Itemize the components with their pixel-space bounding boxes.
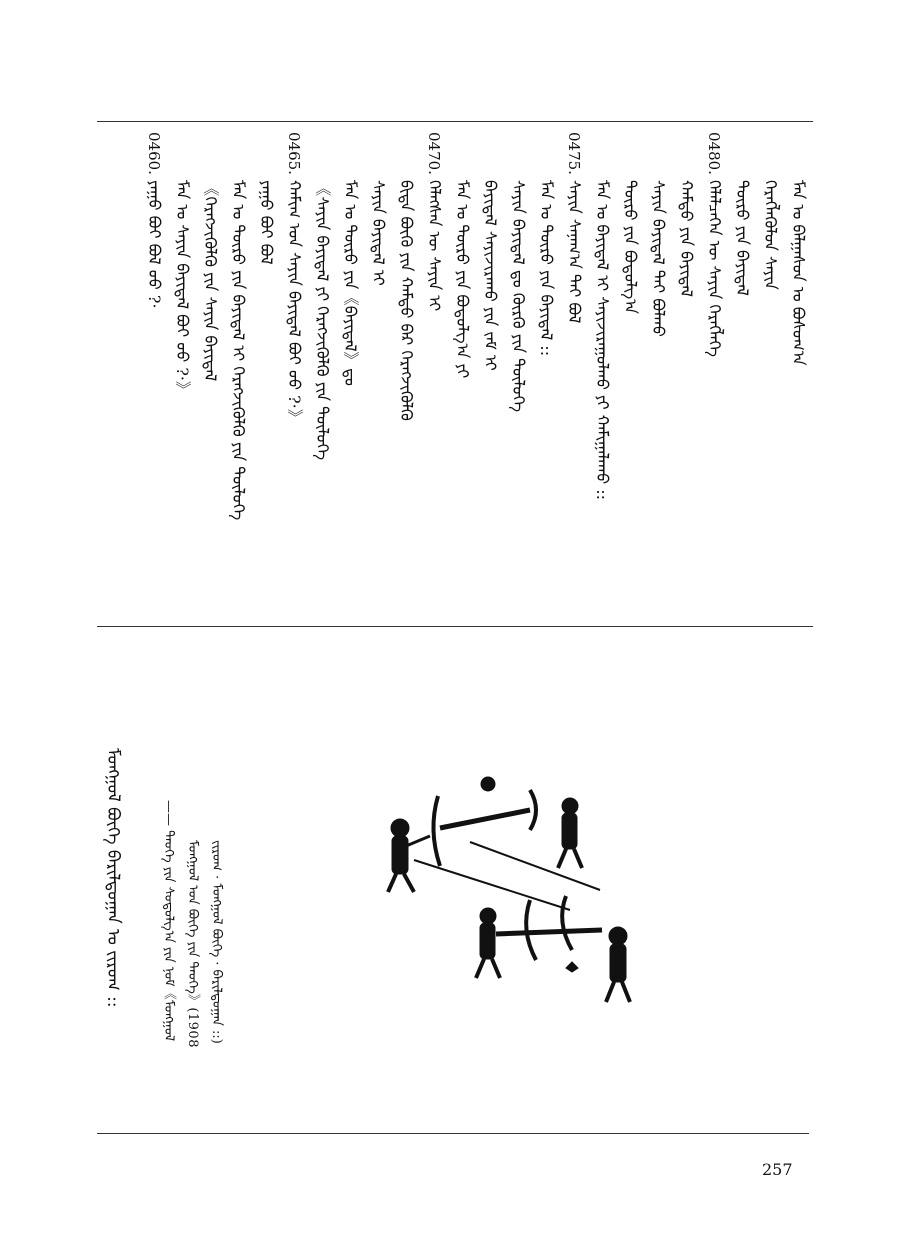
line-number: 0480. — [705, 132, 723, 175]
poem-line: ᠪᠢᠳᠡ ᠪᠦᠬᠦ ᠶᠢᠨ ᠬᠠᠮᠲᠤ ᠪᠠᠷ ᠬᠡᠷᠡᠭᠵᠢᠭᠦᠯᠬᠦ — [397, 180, 416, 421]
line-number: 0470. — [425, 132, 443, 175]
poem-line: ᠮᠠᠨ ᠤ ᠲᠥᠷᠥ ᠶᠢᠨ ᠪᠠᠶᠢᠳᠠᠯ :: — [537, 180, 556, 357]
poem-line: ᠬᠡᠯᠡᠭᠰᠡᠨ ᠦ ᠰᠠᠶᠢᠨ ᠢ — [425, 180, 444, 312]
poem-line: ᠬᠠᠮᠲᠤ ᠶᠢᠨ ᠪᠠᠶᠢᠳᠠᠯ — [677, 180, 696, 298]
line-number: 0465. — [285, 132, 303, 175]
side-title: ᠮᠣᠩᠭᠣᠯ ᠪᠥᠬᠡ ᠪᠠᠷᠢᠯᠳᠤᠭᠠᠨ ᠤ ᠵᠢᠷᠤᠭ :: — [103, 748, 123, 1008]
poem-line: ᠮᠠᠨ ᠤ ᠪᠠᠶᠢᠳᠠᠯ ᠢ ᠰᠠᠶᠢᠵᠢᠷᠠᠭᠤᠯᠬᠤ ᠶᠢ ᠬᠠᠮᠢᠭᠠᠯᠠᠬᠤ :: — [593, 180, 612, 501]
poem-line: ᠮᠠᠨ ᠤ ᠲᠥᠷᠥ ᠶᠢᠨ《ᠪᠠᠶᠢᠳᠠᠯ》ᠳᠤ — [341, 180, 360, 386]
top-rule — [97, 121, 813, 122]
poem-line: ᠬᠡᠯᠡᠯᠴᠡᠭᠡᠨ ᠦ ᠰᠠᠶᠢᠨ ᠬᠡᠷᠡᠭᠯᠡᠭᠡ — [705, 180, 724, 357]
poem-line: ᠶᠠᠭᠤ ᠪᠣᠢ ᠪᠣᠯ — [257, 180, 276, 265]
poem-line: ᠰᠠᠶᠢᠨ ᠪᠠᠶᠢᠳᠠᠯ ᠢ — [369, 180, 388, 286]
middle-rule — [97, 626, 813, 627]
poem-line: ᠮᠠᠨ ᠤ ᠪᠠᠯᠭᠠᠰᠤᠨ ᠤ ᠪᠣᠰᠤᠭ᠎ᠠ — [789, 180, 808, 366]
poem-line: 《ᠰᠠᠶᠢᠨ ᠪᠠᠶᠢᠳᠠᠯ ᠶᠢ ᠬᠡᠷᠡᠭᠵᠢᠭᠦᠯᠬᠦ ᠶᠢᠨ ᠲᠥᠯᠥᠭᠡ — [313, 180, 332, 461]
poem-line: ᠰᠠᠶᠢᠨ ᠰᠠᠨᠠᠭ᠎ᠠ ᠲᠠᠢ ᠪᠣᠯ — [565, 180, 584, 324]
illustration-figures-archery — [370, 770, 660, 1010]
poem-line: ᠲᠥᠷᠥ ᠶᠢᠨ ᠪᠣᠳᠣᠯᠭ᠎ᠠ — [621, 180, 640, 315]
poem-line: ᠮᠠᠨ ᠤ ᠲᠥᠷᠥ ᠶᠢᠨ ᠪᠣᠳᠣᠯᠭ᠎ᠠ ᠶᠢ — [453, 180, 472, 379]
caption-line-2: ᠮᠣᠩᠭᠣᠯ ᠤᠨ ᠪᠥᠬᠡ ᠶᠢᠨ ᠲᠡᠦᠬᠡ》(1908 — [185, 840, 200, 1048]
line-number: 0460. — [145, 132, 163, 175]
poem-line: ᠪᠠᠶᠢᠳᠠᠯ ᠰᠠᠶᠢᠵᠢᠷᠠᠬᠤ ᠶᠢᠨ ᠵᠠᠮ ᠢ — [481, 180, 500, 371]
poem-line: ᠮᠠᠨ ᠤ ᠲᠥᠷᠥ ᠶᠢᠨ ᠪᠠᠶᠢᠳᠠᠯ ᠢ ᠬᠡᠷᠡᠭᠵᠢᠭᠦᠯᠬᠦ ᠶᠢᠨ ᠲᠥᠯᠥᠭᠡ — [229, 180, 248, 521]
caption-line-1: ᠵᠢᠷᠤᠭ · ᠮᠣᠩᠭᠣᠯ ᠪᠥᠬᠡ · ᠪᠠᠷᠢᠯᠳᠤᠭᠠᠨ ::) — [209, 840, 224, 1044]
poem-line: ᠬᠡᠷᠡᠭᠯᠡᠭᠦᠯᠦᠨ ᠰᠠᠶᠢᠨ — [761, 180, 780, 290]
caption-line-3: —— ᠲᠡᠦᠬᠡ ᠶᠢᠨ ᠰᠤᠳᠤᠯᠭ᠎ᠠ ᠶᠢᠨ ᠨᠣᠮ《ᠮᠣᠩᠭᠣᠯ — [161, 800, 176, 1042]
poem-line: ᠰᠠᠶᠢᠨ ᠪᠠᠶᠢᠳᠠᠯ ᠳᠤ ᠬᠦᠷᠬᠦ ᠶᠢᠨ ᠲᠥᠯᠥᠭᠡ — [509, 180, 528, 413]
poem-line: ᠲᠥᠷᠥ ᠶᠢᠨ ᠪᠠᠶᠢᠳᠠᠯ — [733, 180, 752, 296]
page-number: 257 — [762, 1160, 793, 1179]
poem-line: 《ᠬᠡᠷᠡᠭᠵᠢᠭᠦᠯᠬᠦ ᠶᠢᠨ ᠰᠠᠶᠢᠨ ᠪᠠᠶᠢᠳᠠᠯ — [201, 180, 220, 382]
poem-line: ᠶᠠᠭᠤ ᠪᠣᠢ ᠪᠣᠯ ᠤᠤ ?· — [145, 180, 164, 309]
poem-line: ᠮᠠᠨ ᠤ ᠰᠠᠶᠢᠨ ᠪᠠᠶᠢᠳᠠᠯ ᠪᠣᠢ ᠤᠤ ?·》 — [173, 180, 192, 398]
bottom-rule — [97, 1133, 809, 1134]
poem-line: ᠬᠠᠮᠢᠭ ᠤᠨ ᠰᠠᠶᠢᠨ ᠪᠠᠶᠢᠳᠠᠯ ᠪᠣᠢ ᠤᠤ ?·》 — [285, 180, 304, 426]
poem-line: ᠰᠠᠶᠢᠨ ᠪᠠᠶᠢᠳᠠᠯ ᠲᠠᠢ ᠪᠣᠯᠬᠤ — [649, 180, 668, 337]
line-number: 0475. — [565, 132, 583, 175]
